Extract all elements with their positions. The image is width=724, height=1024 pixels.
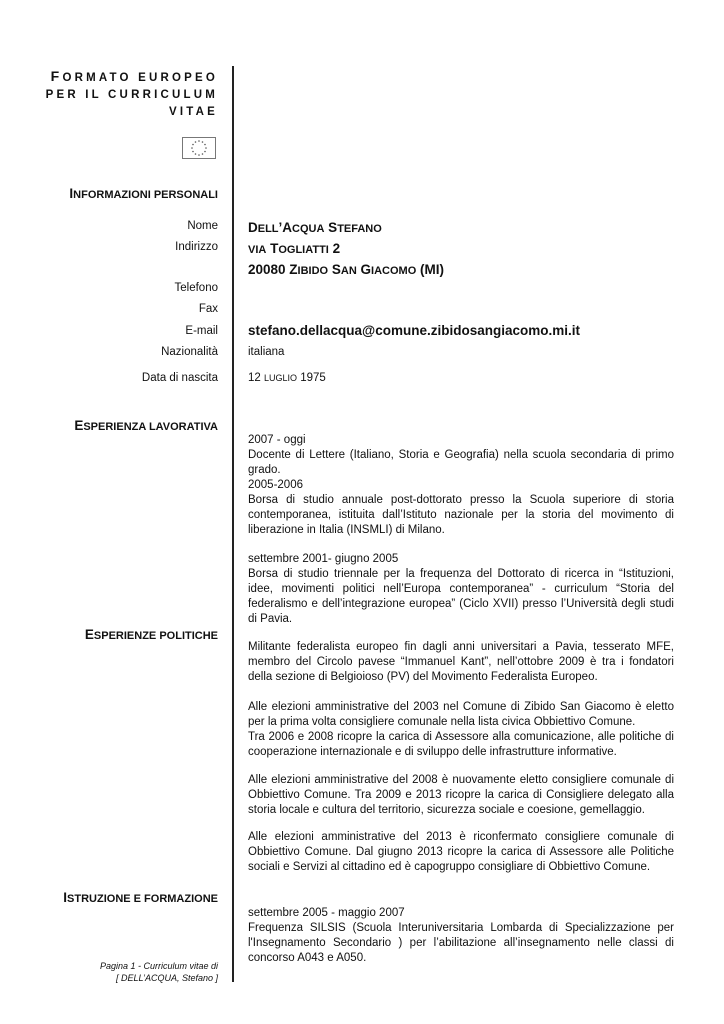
eu-flag-icon [182, 137, 216, 159]
politics-text: Tra 2006 e 2008 ricopre la carica di Assessore alla comunicazione, alle politiche di cooperazione internazionale e di sviluppo delle infrastrutture informative. [248, 731, 674, 758]
work-item-description: Borsa di studio triennale per la frequenza del Dottorato di ricerca in “Istituzioni, idee, movimenti politici nell’Europa contemporanea” - curriculum “Storia del federalismo e dell’integrazione europea” (Ciclo XVII) presso l’Università degli studi di Pavia. [248, 568, 674, 625]
label-email: E-mail [185, 325, 218, 337]
section-work-experience: ESPERIENZA LAVORATIVA [74, 418, 218, 433]
label-address: Indirizzo [175, 241, 218, 253]
label-phone: Telefono [174, 282, 218, 294]
politics-text: Alle elezioni amministrative del 2003 nel Comune di Zibido San Giacomo è eletto per la prima volta consigliere comunale nella lista civica Obbiettivo Comune. [248, 701, 674, 728]
value-address-line2: 20080 ZIBIDO SAN GIACOMO (MI) [248, 262, 445, 277]
education-description: Frequenza SILSIS (Scuola Interuniversitaria Lombarda di Specializzazione per l'Insegnamento Secondario ) per l’abilitazione all’insegnamento nelle classi di concorso A043 e A050. [248, 922, 674, 964]
footer-page-label: Pagina 1 - Curriculum vitae di [99, 961, 218, 971]
label-fax: Fax [198, 303, 218, 315]
politics-paragraph [248, 773, 674, 818]
work-item-period: 2005-2006 [248, 479, 303, 491]
cv-title [40, 68, 218, 121]
politics-text: Alle elezioni amministrative del 2008 è nuovamente eletto consigliere comunale di Obbiettivo Comune. Tra 2009 e 2013 ricopre la carica di Consigliere delegato alla storia locale e cultura del territorio, sicurezza sociale e coesione, gemellaggio. [248, 774, 674, 816]
politics-text: Militante federalista europeo fin dagli anni universitari a Pavia, tesserato MFE, membro del Circolo pavese “Immanuel Kant”, nell’ottobre 2009 è tra i fondatori della sezione di Belgioioso (PV) del Movimento Federalista Europeo. [248, 641, 674, 683]
politics-paragraph [248, 640, 674, 685]
section-political-experience: ESPERIENZE POLITICHE [84, 627, 218, 642]
footer-owner: [ DELL’ACQUA, Stefano ] [115, 973, 218, 983]
value-email: stefano.dellacqua@comune.zibidosangiacomo.mi.it [248, 323, 580, 338]
section-personal-info: INFORMAZIONI PERSONALI [69, 186, 218, 201]
work-item-description: Docente di Lettere (Italiano, Storia e Geografia) nella scuola secondaria di primo grado. [248, 449, 674, 476]
work-item-description: Borsa di studio annuale post-dottorato presso la Scuola superiore di storia contemporanea, istituita dall’Istituto nazionale per la storia del movimento di liberazione in Italia (INSMLI) di Milano. [248, 494, 674, 536]
value-name: DELL’ACQUA STEFANO [248, 220, 382, 235]
value-nationality: italiana [248, 346, 285, 358]
work-item [248, 478, 674, 538]
label-nationality: Nazionalità [161, 346, 218, 358]
cv-title-line2: PER IL CURRICULUM [45, 89, 218, 101]
label-name: Nome [187, 220, 218, 232]
page-footer [40, 960, 218, 984]
cv-title-line3: VITAE [168, 106, 218, 118]
work-item-period: settembre 2001- giugno 2005 [248, 553, 399, 565]
politics-paragraph [248, 700, 674, 760]
education-period: settembre 2005 - maggio 2007 [248, 907, 405, 919]
work-item [248, 552, 674, 627]
work-item-period: 2007 - oggi [248, 434, 306, 446]
politics-text: Alle elezioni amministrative del 2013 è riconfermato consigliere comunale di Obbiettivo Comune. Dal giugno 2013 ricopre la carica di Assessore alle Politiche sociali e Servizi al cittadino ed è capogruppo consigliare di Obbiettivo Comune. [248, 831, 674, 873]
education-item [248, 906, 674, 966]
column-divider [232, 66, 234, 982]
value-address-line1: VIA TOGLIATTI 2 [248, 241, 341, 256]
cv-title-line1: FORMATO EUROPEO [50, 68, 218, 84]
politics-paragraph [248, 830, 674, 875]
work-item [248, 433, 674, 478]
value-birth-date: 12 LUGLIO 1975 [248, 372, 326, 384]
section-education: ISTRUZIONE E FORMAZIONE [63, 890, 218, 905]
label-birth-date: Data di nascita [141, 372, 218, 384]
